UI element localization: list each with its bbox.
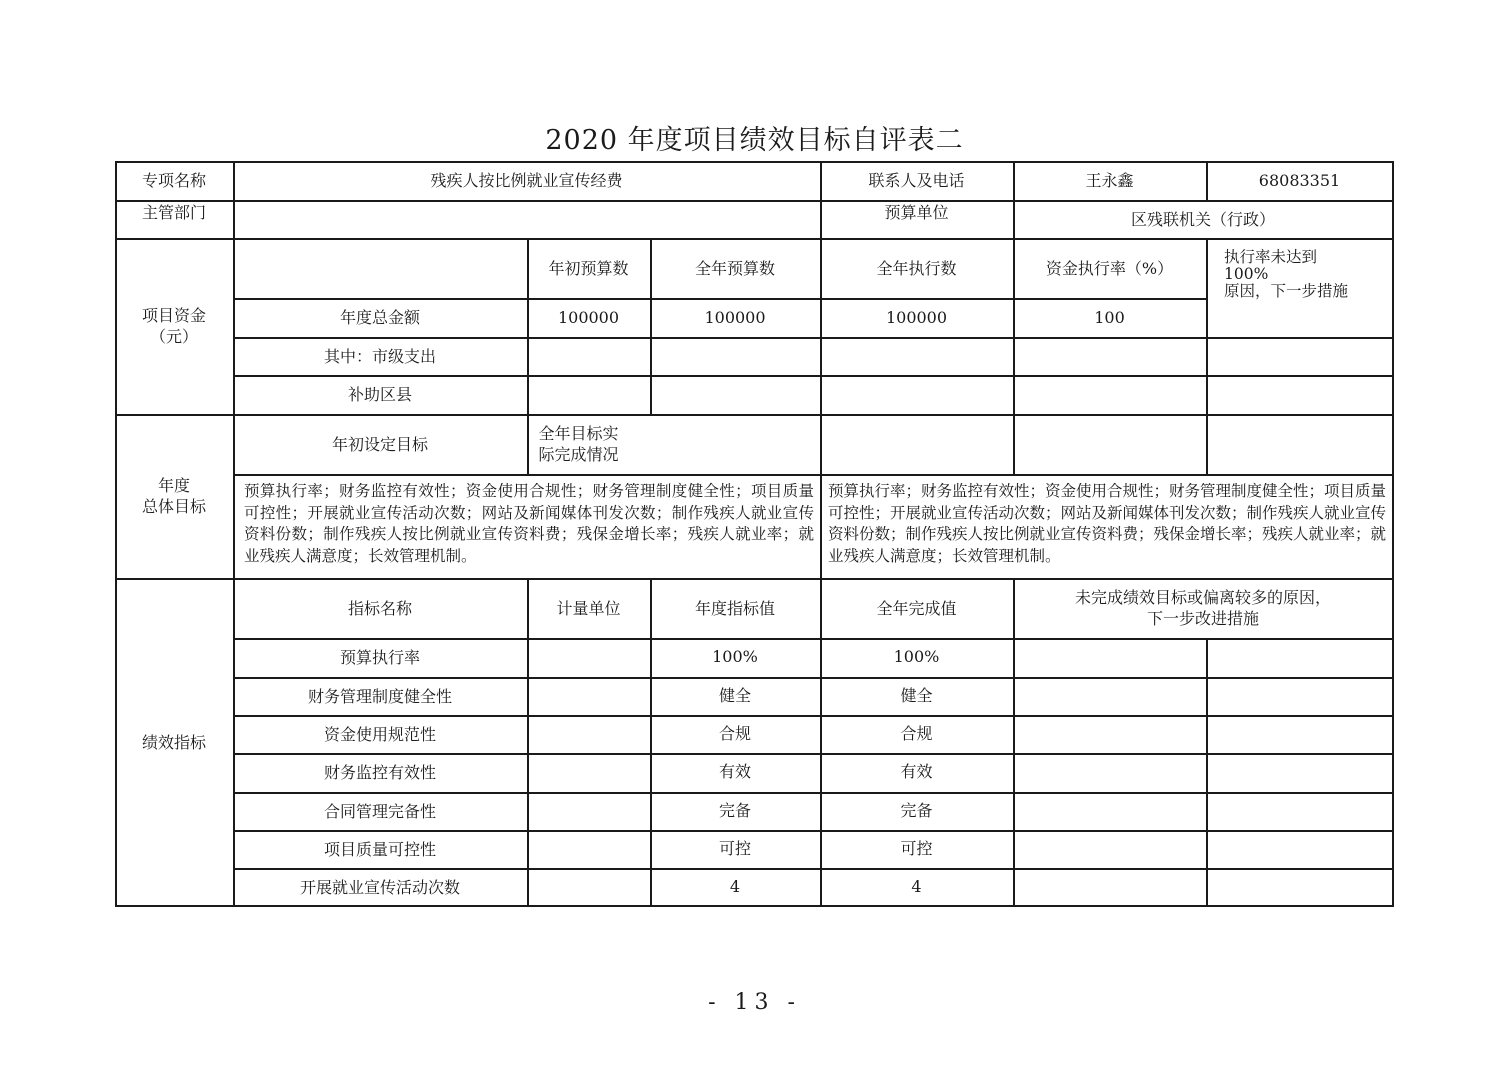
indicator-target: 有效 (718, 762, 751, 781)
department-label: 主管部门 (141, 203, 206, 222)
funds-cell-initial (527, 337, 650, 375)
funds-row-label: 其中：市级支出 (323, 346, 436, 366)
funds-cell-executed: 100000 (885, 308, 948, 327)
indicator-unit (527, 868, 650, 907)
goals-actual-text: 预算执行率；财务监控有效性；资金使用合规性；财务管理制度健全性；项目质量可控性；开展就业宣传活动次数；网站及新闻媒体刊发次数；制作残疾人就业宣传资料份数；制作残疾人按比例就业宣传资料费；残保金增长率；残疾人就业率；就业残疾人满意度；长效管理机制。 (828, 482, 1387, 565)
indicators-section-label: 绩效指标 (141, 733, 206, 752)
funds-cell-full: 100000 (704, 308, 766, 327)
goals-actual-label: 全年目标实 际完成情况 (538, 424, 619, 464)
indicator-name: 合同管理完备性 (323, 801, 436, 821)
budget-unit-label: 预算单位 (884, 203, 949, 222)
page-title: 2020 年度项目绩效目标自评表二 (545, 125, 964, 156)
col-executed: 全年执行数 (876, 258, 957, 278)
column-divider (1013, 414, 1015, 474)
funds-cell-initial: 100000 (557, 308, 620, 327)
indicator-done: 健全 (900, 686, 933, 705)
indicator-name: 开展就业宣传活动次数 (299, 878, 460, 897)
indicator-done: 4 (911, 877, 922, 896)
col-indicator-name: 指标名称 (347, 598, 412, 618)
col-target-value: 年度指标值 (694, 598, 775, 618)
indicator-target: 可控 (718, 839, 751, 858)
department-value (233, 200, 820, 238)
funds-cell-full (650, 375, 820, 414)
indicator-done: 有效 (900, 762, 933, 781)
page-number: - 13 - (708, 990, 801, 1015)
col-completed-value: 全年完成值 (876, 598, 957, 618)
contact-name: 王永鑫 (1085, 171, 1134, 190)
funds-section-label: 项目资金 （元） (141, 306, 206, 346)
indicator-done: 合规 (900, 724, 933, 743)
col-initial-budget: 年初预算数 (548, 258, 629, 278)
indicator-target: 4 (729, 877, 741, 896)
column-divider (1206, 238, 1208, 414)
contact-label: 联系人及电话 (868, 171, 965, 190)
col-execution-rate: 资金执行率（%） (1045, 258, 1174, 278)
goals-set-label: 年初设定目标 (331, 434, 428, 454)
indicator-done: 可控 (900, 839, 933, 858)
indicator-target: 完备 (718, 801, 751, 820)
col-unit: 计量单位 (556, 598, 621, 618)
funds-cell-executed (820, 337, 1013, 375)
indicator-name: 项目质量可控性 (323, 839, 436, 859)
indicator-name: 预算执行率 (339, 648, 420, 667)
project-name-value: 残疾人按比例就业宣传经费 (430, 171, 623, 190)
indicator-unit (527, 715, 650, 753)
indicator-name: 财务监控有效性 (323, 763, 436, 782)
indicator-unit (527, 753, 650, 792)
execution-rate-note: 执行率未达到 100% 原因，下一步措施 (1224, 248, 1349, 300)
funds-row-label: 补助区县 (347, 385, 412, 404)
indicator-unit (527, 792, 650, 830)
funds-row-label: 年度总金额 (339, 308, 420, 327)
funds-cell-initial (527, 375, 650, 414)
column-divider (820, 414, 822, 578)
indicator-unit (527, 677, 650, 715)
budget-unit-value: 区残联机关（行政） (1130, 209, 1275, 229)
column-divider (1206, 414, 1208, 474)
funds-cell-full (650, 337, 820, 375)
goals-section-label: 年度 总体目标 (141, 476, 206, 516)
indicator-name: 财务管理制度健全性 (307, 686, 452, 706)
indicator-name: 资金使用规范性 (323, 724, 436, 744)
indicator-done: 完备 (900, 801, 933, 820)
funds-cell-rate (1013, 337, 1206, 375)
funds-cell-executed (820, 375, 1013, 414)
indicator-target: 健全 (718, 686, 751, 705)
goals-set-text: 预算执行率；财务监控有效性；资金使用合规性；财务管理制度健全性；项目质量可控性；开展就业宣传活动次数；网站及新闻媒体刊发次数；制作残疾人就业宣传资料份数；制作残疾人按比例就业宣传资料费；残保金增长率；残疾人就业率；就业残疾人满意度；长效管理机制。 (244, 482, 814, 565)
goals-row-divider (233, 474, 1393, 476)
indicator-target: 合规 (718, 724, 751, 743)
indicator-target: 100% (712, 647, 758, 666)
funds-cell-rate (1013, 375, 1206, 414)
col-full-budget: 全年预算数 (694, 258, 775, 278)
project-name-label: 专项名称 (141, 171, 206, 190)
indicator-unit (527, 638, 650, 677)
funds-cell-rate: 100 (1094, 308, 1125, 327)
contact-phone: 68083351 (1258, 171, 1341, 190)
col-reason: 未完成绩效目标或偏离较多的原因， 下一步改进措施 (1074, 588, 1331, 628)
indicator-done: 100% (893, 647, 940, 666)
indicator-unit (527, 830, 650, 868)
